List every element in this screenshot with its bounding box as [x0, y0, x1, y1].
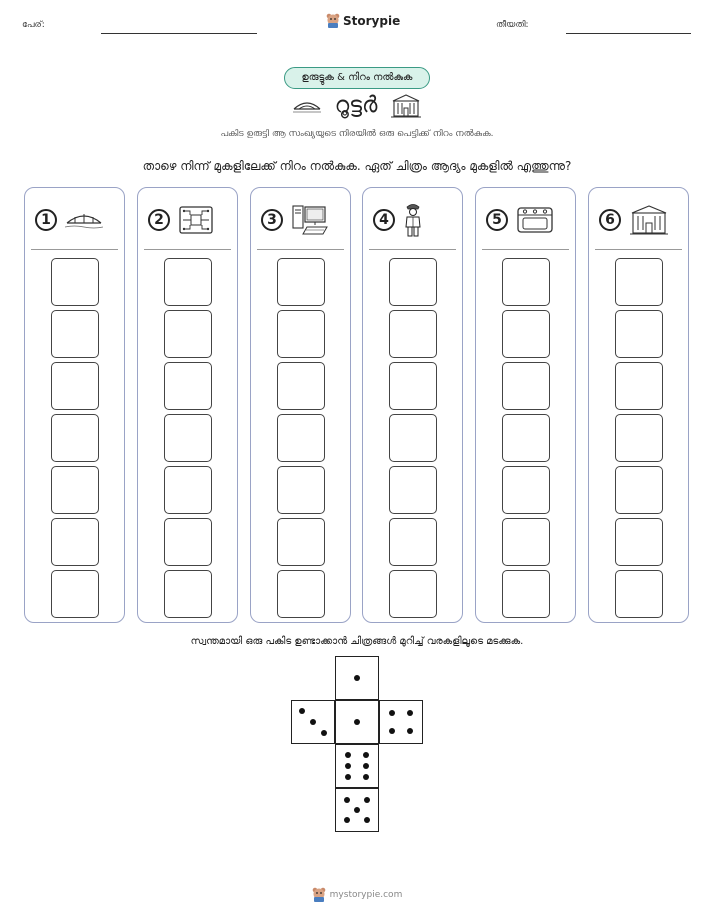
die-face-back [335, 788, 379, 832]
color-box[interactable] [51, 362, 99, 410]
title-row [0, 93, 714, 118]
police-officer-icon [403, 202, 423, 238]
column-2 [137, 187, 238, 623]
column-6 [588, 187, 689, 623]
circuit-board-icon [178, 205, 214, 235]
column-number: 1 [35, 209, 57, 231]
name-line[interactable] [101, 33, 257, 34]
color-box[interactable] [389, 518, 437, 566]
color-box[interactable] [164, 570, 212, 618]
brand-logo [326, 13, 400, 29]
die-face-right [379, 700, 423, 744]
color-box[interactable] [389, 466, 437, 514]
column-number: 2 [148, 209, 170, 231]
color-box[interactable] [51, 414, 99, 462]
color-box[interactable] [51, 310, 99, 358]
color-box[interactable] [615, 258, 663, 306]
name-label: പേര്: [22, 20, 45, 30]
bridge-icon [65, 208, 103, 232]
date-line[interactable] [566, 33, 691, 34]
die-instruction: സ്വന്തമായി ഒരു പകിട ഉണ്ടാക്കാൻ ചിത്രങ്ങൾ മുറിച്ച് വരകളിലൂടെ മടക്കുക. [190, 636, 524, 647]
footer [0, 887, 714, 903]
subtitle: പകിട ഉരുട്ടി ആ സംഖ്യയുടെ നിരയിൽ ഒരു പെട്ടിക്ക് നിറം നൽകുക. [220, 129, 494, 139]
page-title: റൂട്ടർ [334, 93, 378, 118]
color-box[interactable] [615, 362, 663, 410]
die-face-center [335, 700, 379, 744]
column-number: 4 [373, 209, 395, 231]
computer-icon [291, 204, 329, 236]
color-box[interactable] [615, 518, 663, 566]
column-3 [250, 187, 351, 623]
color-box[interactable] [277, 518, 325, 566]
color-box[interactable] [502, 570, 550, 618]
die-face-bottom [335, 744, 379, 788]
color-box[interactable] [389, 258, 437, 306]
color-box[interactable] [164, 362, 212, 410]
color-box[interactable] [615, 414, 663, 462]
column-4 [362, 187, 463, 623]
color-box[interactable] [389, 310, 437, 358]
column-number: 3 [261, 209, 283, 231]
oven-icon [516, 205, 554, 235]
color-box[interactable] [502, 466, 550, 514]
building-icon [391, 94, 421, 118]
die-face-left [291, 700, 335, 744]
color-box[interactable] [51, 466, 99, 514]
color-box[interactable] [277, 258, 325, 306]
color-box[interactable] [615, 310, 663, 358]
bridge-icon [293, 97, 321, 115]
color-box[interactable] [389, 414, 437, 462]
color-box[interactable] [277, 570, 325, 618]
color-box[interactable] [164, 258, 212, 306]
color-box[interactable] [164, 310, 212, 358]
color-box[interactable] [164, 414, 212, 462]
color-box[interactable] [164, 466, 212, 514]
color-box[interactable] [615, 570, 663, 618]
color-box[interactable] [502, 518, 550, 566]
color-box[interactable] [277, 466, 325, 514]
column-number: 6 [599, 209, 621, 231]
color-box[interactable] [51, 570, 99, 618]
color-box[interactable] [389, 362, 437, 410]
bear-mascot-icon [312, 887, 326, 903]
color-box[interactable] [615, 466, 663, 514]
color-box[interactable] [502, 310, 550, 358]
question: താഴെ നിന്ന് മുകളിലേക്ക് നിറം നൽകുക. ഏത് ചിത്രം ആദ്യം മുകളിൽ എത്തുന്നു? [142, 159, 572, 173]
activity-badge: ഉരുട്ടുക & നിറം നൽകുക [284, 67, 430, 89]
color-box[interactable] [277, 414, 325, 462]
column-1 [24, 187, 125, 623]
color-box[interactable] [502, 362, 550, 410]
color-box[interactable] [389, 570, 437, 618]
column-number: 5 [486, 209, 508, 231]
bear-mascot-icon [326, 13, 340, 29]
color-box[interactable] [502, 414, 550, 462]
column-5 [475, 187, 576, 623]
color-box[interactable] [51, 258, 99, 306]
color-box[interactable] [277, 362, 325, 410]
color-box[interactable] [502, 258, 550, 306]
color-box[interactable] [51, 518, 99, 566]
building-icon [629, 204, 669, 236]
die-face-top [335, 656, 379, 700]
brand-name: Storypie [343, 14, 401, 28]
color-box[interactable] [164, 518, 212, 566]
date-label: തീയതി: [496, 20, 529, 30]
color-box[interactable] [277, 310, 325, 358]
footer-url[interactable]: mystorypie.com [329, 890, 403, 900]
